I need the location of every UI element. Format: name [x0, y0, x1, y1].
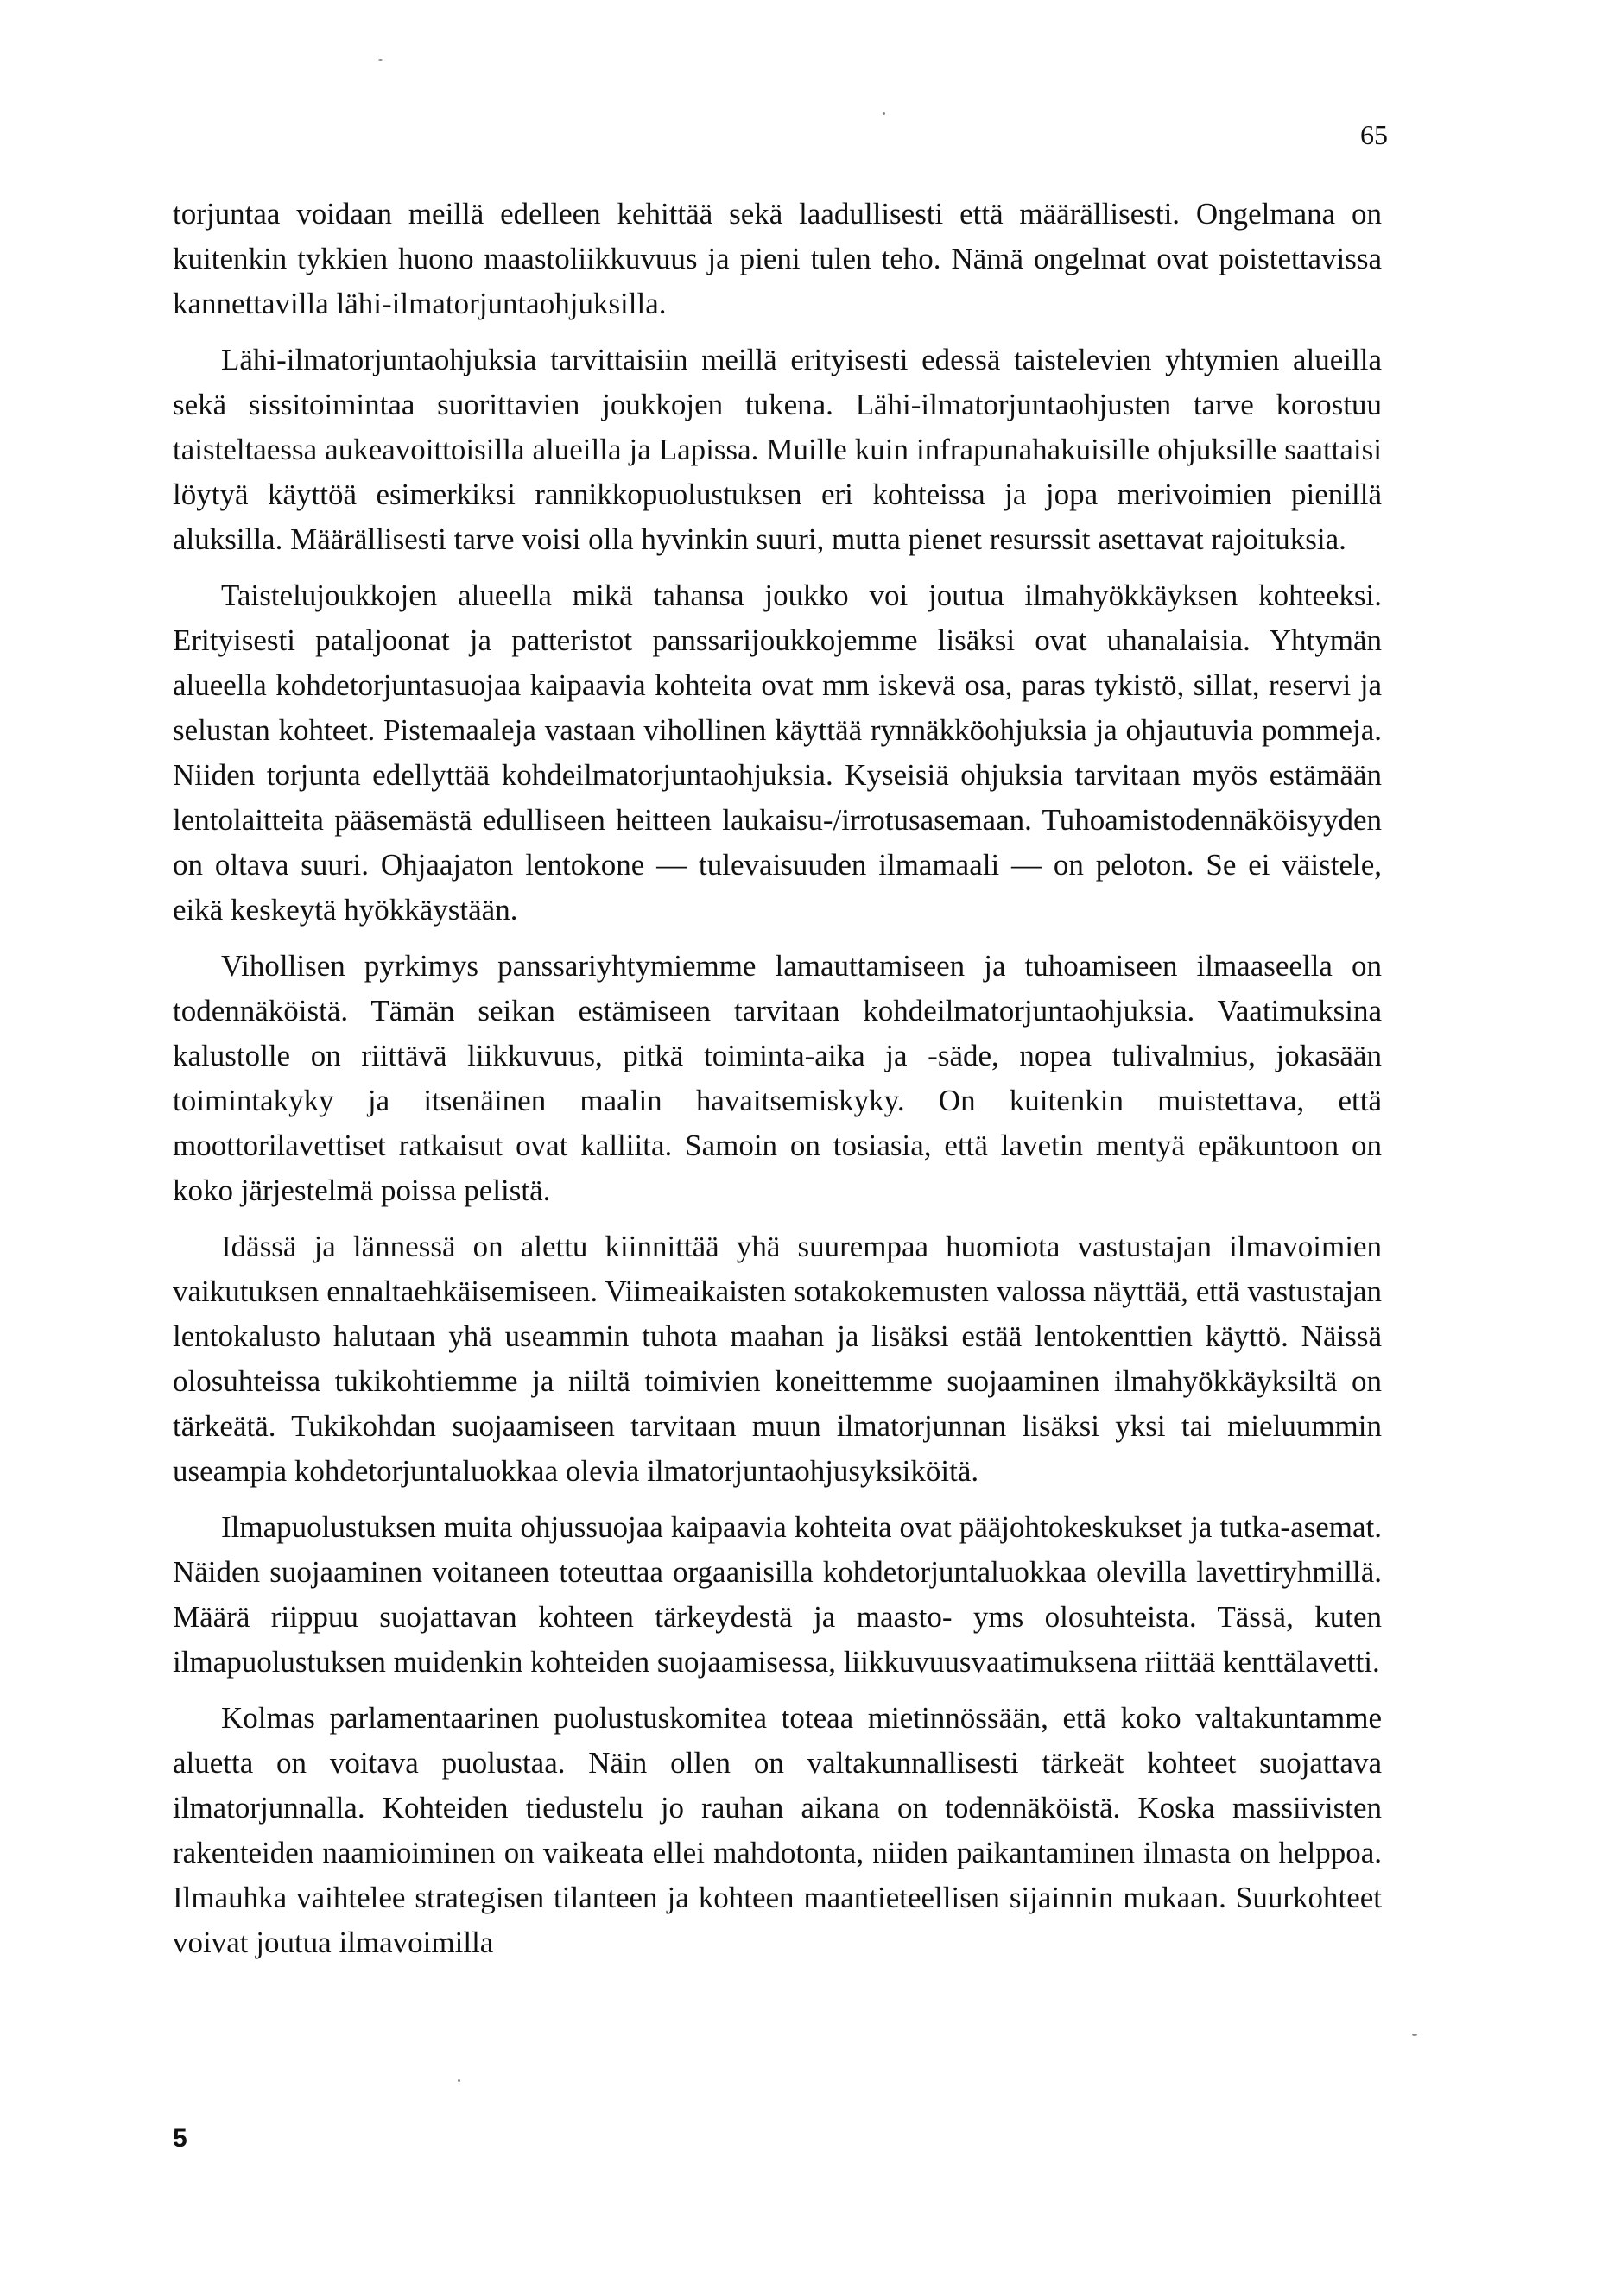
- paragraph-4: Vihollisen pyrkimys panssariyhtymiemme lamauttamiseen ja tuhoamiseen ilmaaseella on todennäköistä. Tämän seikan estämiseen tarvitaan kohdeilmatorjuntaohjuksia. Vaatimuksina kalustolle on riittävä liikkuvuus, pitkä toiminta-aika ja -säde, nopea tulivalmius, jokasään toimintakyky ja itsenäinen maalin havaitsemiskyky. On kuitenkin muistettava, että moottorilavettiset ratkaisut ovat kalliita. Samoin on tosiasia, että lavetin mentyä epäkuntoon on koko järjestelmä poissa pelistä.: [173, 949, 1382, 1207]
- paragraph-5: Idässä ja lännessä on alettu kiinnittää yhä suurempaa huomiota vastustajan ilmavoimien vaikutuksen ennaltaehkäisemiseen. Viimeaikaisten sotakokemusten valossa näyttää, että vastustajan lentokalusto halutaan yhä useammin tuhota maahan ja lisäksi estää lentokenttien käyttö. Näissä olosuhteissa tukikohtiemme ja niiltä toimivien koneittemme suojaaminen ilmahyökkäyksiltä on tärkeätä. Tukikohdan suojaamiseen tarvitaan muun ilmatorjunnan lisäksi yksi tai mieluummin useampia kohdetorjuntaluokkaa olevia ilmatorjuntaohjusyksiköitä.: [173, 1230, 1382, 1488]
- paragraph-7: Kolmas parlamentaarinen puolustuskomitea toteaa mietinnössään, että koko valtakuntamme aluetta on voitava puolustaa. Näin ollen on valtakunnallisesti tärkeät kohteet suojattava ilmatorjunnalla. Kohteiden tiedustelu jo rauhan aikana on todennäköistä. Koska massiivisten rakenteiden naamioiminen on vaikeata ellei mahdotonta, niiden paikantaminen ilmasta on helppoa. Ilmauhka vaihtelee strategisen tilanteen ja kohteen maantieteellisen sijainnin mukaan. Suurkohteet voivat joutua ilmavoimilla: [173, 1701, 1382, 1959]
- signature-mark: 5: [173, 2124, 187, 2153]
- paragraph-1: torjuntaa voidaan meillä edelleen kehittää sekä laadullisesti että määrällisesti. Ongelmana on kuitenkin tykkien huono maastoliikkuvuus ja pieni tulen teho. Nämä ongelmat ovat poistettavissa kannettavilla lähi-ilmatorjuntaohjuksilla.: [173, 197, 1382, 320]
- paragraph-2: Lähi-ilmatorjuntaohjuksia tarvittaisiin meillä erityisesti edessä taistelevien yhtymien alueilla sekä sissitoimintaa suorittavien joukkojen tukena. Lähi-ilmatorjuntaohjusten tarve korostuu taisteltaessa aukeavoittoisilla alueilla ja Lapissa. Muille kuin infrapunahakuisille ohjuksille saattaisi löytyä käyttöä esimerkiksi rannikkopuolustuksen eri kohteissa ja jopa merivoimien pienillä aluksilla. Määrällisesti tarve voisi olla hyvinkin suuri, mutta pienet resurssit asettavat rajoituksia.: [173, 343, 1382, 556]
- paragraph-3: Taistelujoukkojen alueella mikä tahansa joukko voi joutua ilmahyökkäyksen kohteeksi. Erityisesti pataljoonat ja patteristot panssarijoukkojemme lisäksi ovat uhanalaisia. Yhtymän alueella kohdetorjuntasuojaa kaipaavia kohteita ovat mm iskevä osa, paras tykistö, sillat, reservi ja selustan kohteet. Pistemaaleja vastaan vihollinen käyttää rynnäkköohjuksia ja ohjautuvia pommeja. Niiden torjunta edellyttää kohdeilmatorjuntaohjuksia. Kyseisiä ohjuksia tarvitaan myös estämään lentolaitteita pääsemästä edulliseen heitteen laukaisu-/irrotusasemaan. Tuhoamistodennäköisyyden on oltava suuri. Ohjaajaton lentokone — tulevaisuuden ilmamaali — on peloton. Se ei väistele, eikä keskeytä hyökkäystään.: [173, 579, 1382, 927]
- scan-speck: [378, 59, 383, 61]
- paragraph-6: Ilmapuolustuksen muita ohjussuojaa kaipaavia kohteita ovat pääjohtokeskukset ja tutka-asemat. Näiden suojaaminen voitaneen toteuttaa orgaanisilla kohdetorjuntaluokkaa olevilla lavettiryhmillä. Määrä riippuu suojattavan kohteen tärkeydestä ja maasto- yms olosuhteista. Tässä, kuten ilmapuolustuksen muidenkin kohteiden suojaamisessa, liikkuvuusvaatimuksena riittää kenttälavetti.: [173, 1510, 1382, 1679]
- scan-speck: [1412, 2034, 1417, 2036]
- body-text: [173, 192, 1382, 1977]
- page-number: 65: [1360, 119, 1388, 150]
- scan-speck: [883, 112, 885, 115]
- scan-speck: [458, 2079, 460, 2082]
